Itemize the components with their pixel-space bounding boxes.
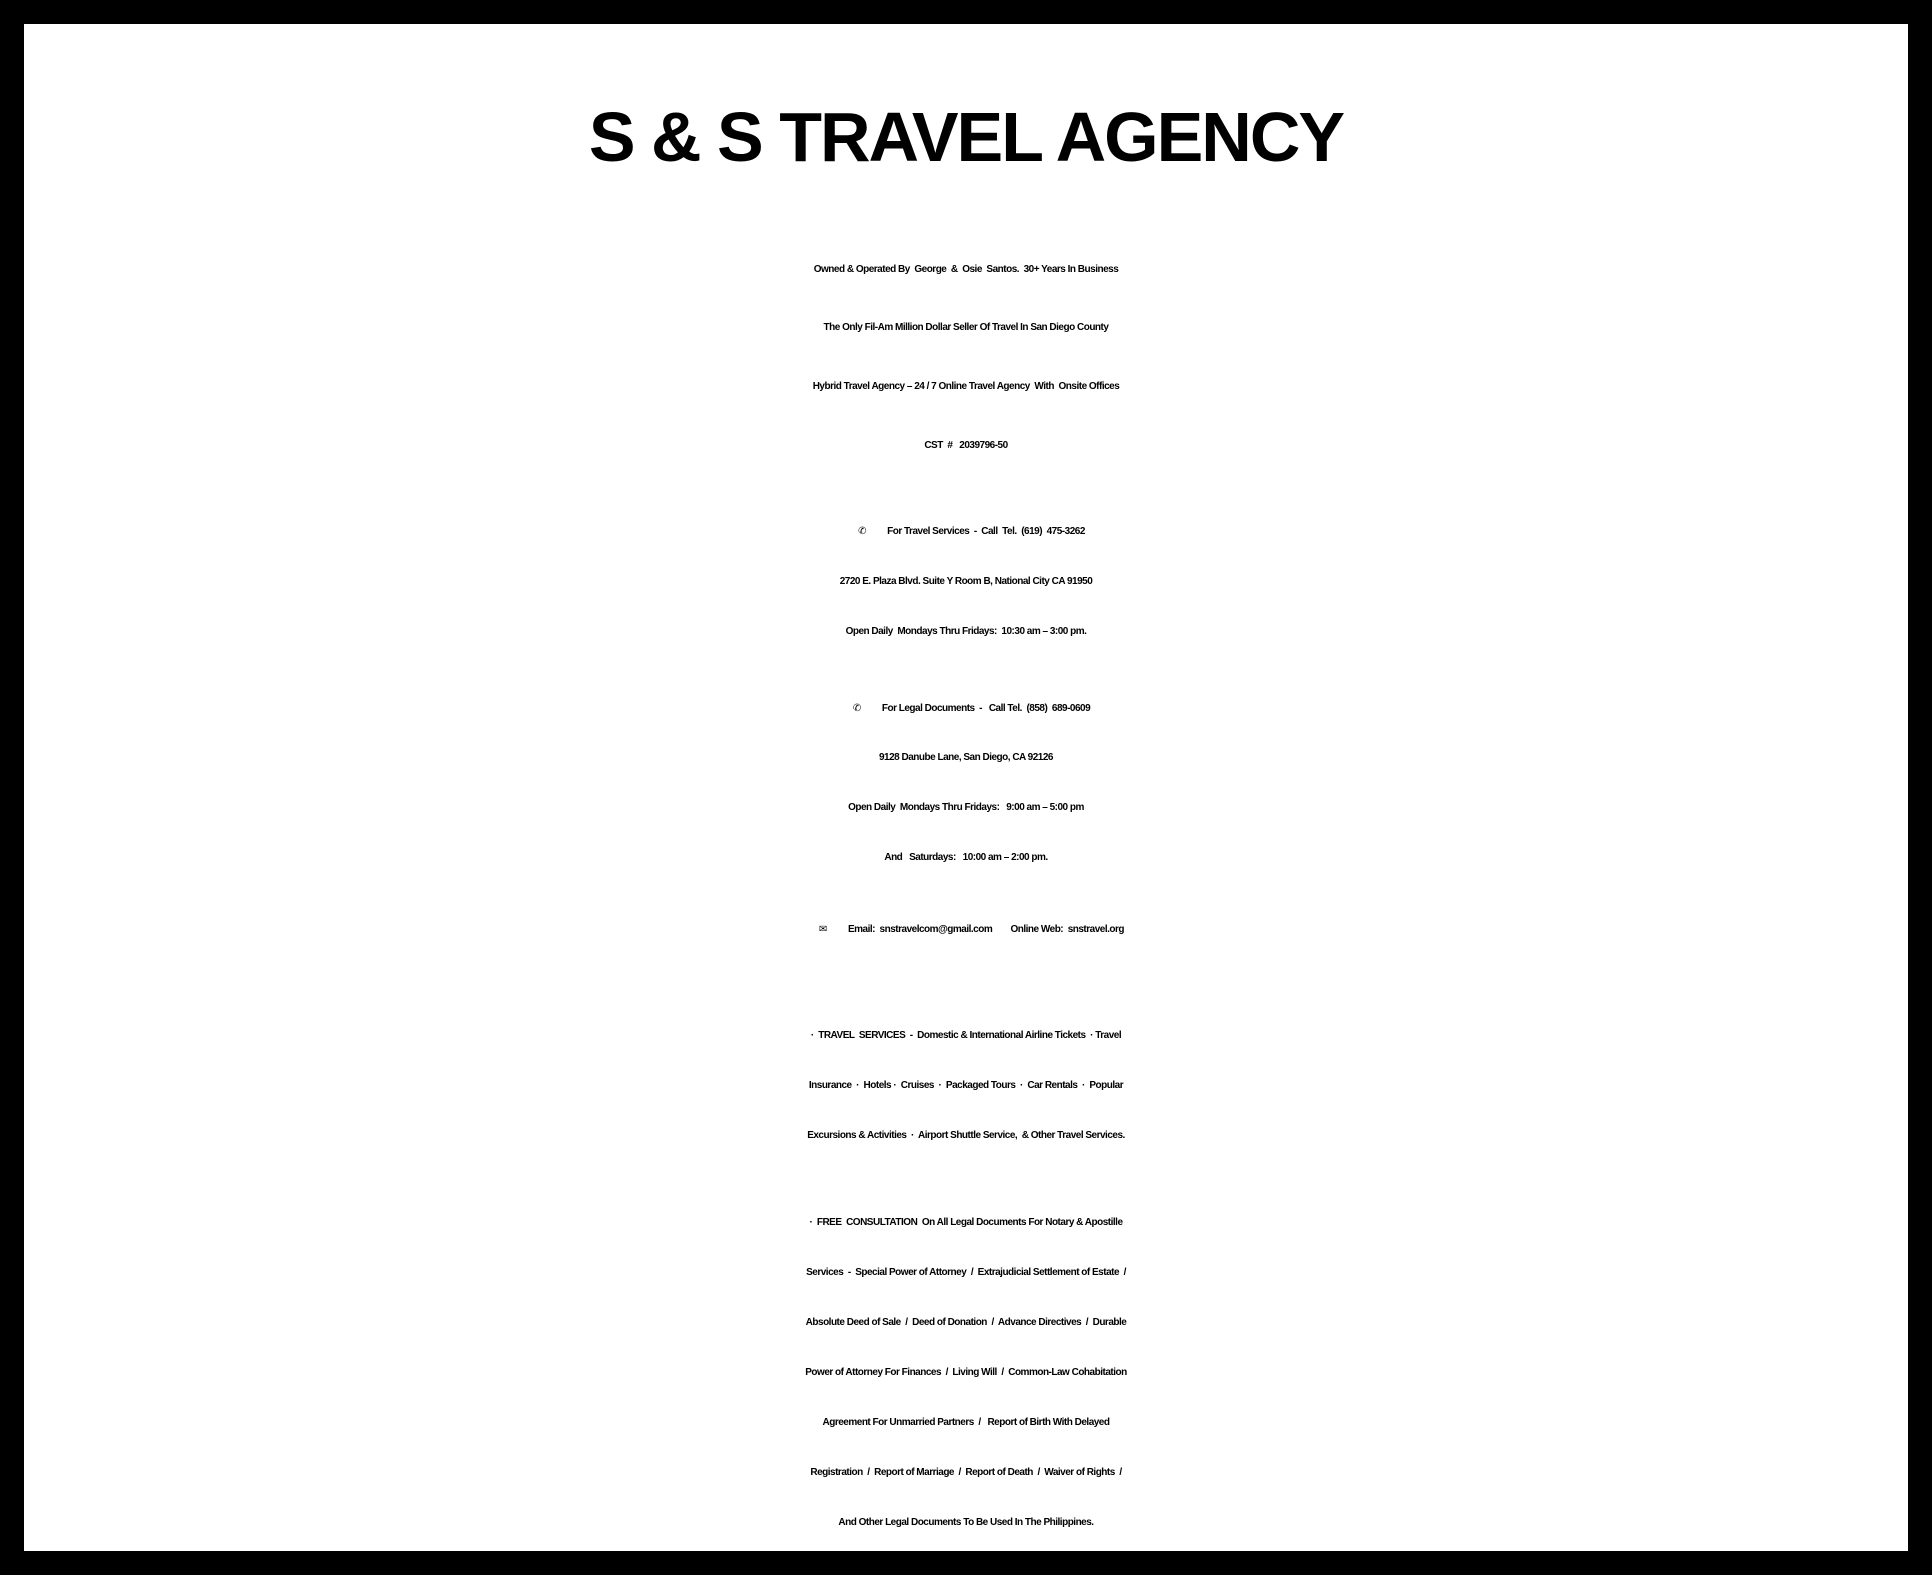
legal-address: 9128 Danube Lane, San Diego, CA 92126 xyxy=(879,752,1053,763)
legal-services-line-4: Power of Attorney For Finances / Living Will / Common-Law Cohabitation xyxy=(805,1367,1127,1378)
ad-panel xyxy=(24,24,1908,1551)
travel-hours: Open Daily Mondays Thru Fridays: 10:30 am – 3:00 pm. xyxy=(845,626,1087,637)
online-contact-line xyxy=(24,904,1908,956)
hybrid-agency-line: Hybrid Travel Agency – 24 / 7 Online Travel Agency With Onsite Offices xyxy=(812,381,1120,392)
legal-services-line-1: · FREE CONSULTATION On All Legal Documents For Notary & Apostille xyxy=(809,1217,1123,1228)
phone-icon: ✆ xyxy=(852,703,861,714)
travel-address: 2720 E. Plaza Blvd. Suite Y Room B, National City CA 91950 xyxy=(839,576,1093,587)
phone-icon: ✆ xyxy=(858,526,867,537)
legal-hours: Open Daily Mondays Thru Fridays: 9:00 am – 5:00 pm xyxy=(848,802,1084,813)
travel-services-line-3: Excursions & Activities · Airport Shuttle Service, & Other Travel Services. xyxy=(807,1130,1125,1141)
legal-services-line-7: And Other Legal Documents To Be Used In The Philippines. xyxy=(838,1517,1094,1528)
web-text: Online Web: snstravel.org xyxy=(1010,924,1124,935)
owners-line: Owned & Operated By George & Osie Santos. 30+ Years In Business xyxy=(813,264,1119,275)
travel-services-line-2: Insurance · Hotels · Cruises · Packaged Tours · Car Rentals · Popular xyxy=(808,1080,1124,1091)
legal-phone-line xyxy=(24,683,1908,735)
legal-services-line-2: Services - Special Power of Attorney / Extrajudicial Settlement of Estate / xyxy=(806,1267,1126,1278)
seller-line: The Only Fil-Am Million Dollar Seller Of Travel In San Diego County xyxy=(823,322,1109,333)
agency-title: S & S TRAVEL AGENCY xyxy=(588,98,1344,176)
travel-phone-line xyxy=(24,506,1908,558)
legal-services-line-6: Registration / Report of Marriage / Report of Death / Waiver of Rights / xyxy=(810,1467,1122,1478)
travel-phone-text: For Travel Services - Call Tel. (619) 475-3262 xyxy=(887,526,1085,537)
email-text: Email: snstravelcom@gmail.com xyxy=(847,924,993,935)
legal-saturday-hours: And Saturdays: 10:00 am – 2:00 pm. xyxy=(884,852,1048,863)
travel-services-line-1: · TRAVEL SERVICES - Domestic & International Airline Tickets · Travel xyxy=(810,1030,1122,1041)
legal-phone-text: For Legal Documents - Call Tel. (858) 689-0609 xyxy=(881,703,1091,714)
email-icon: ✉ xyxy=(819,924,827,935)
cst-number-line: CST # 2039796-50 xyxy=(924,440,1008,451)
legal-services-line-3: Absolute Deed of Sale / Deed of Donation / Advance Directives / Durable xyxy=(805,1317,1127,1328)
legal-services-line-5: Agreement For Unmarried Partners / Report of Birth With Delayed xyxy=(822,1417,1110,1428)
